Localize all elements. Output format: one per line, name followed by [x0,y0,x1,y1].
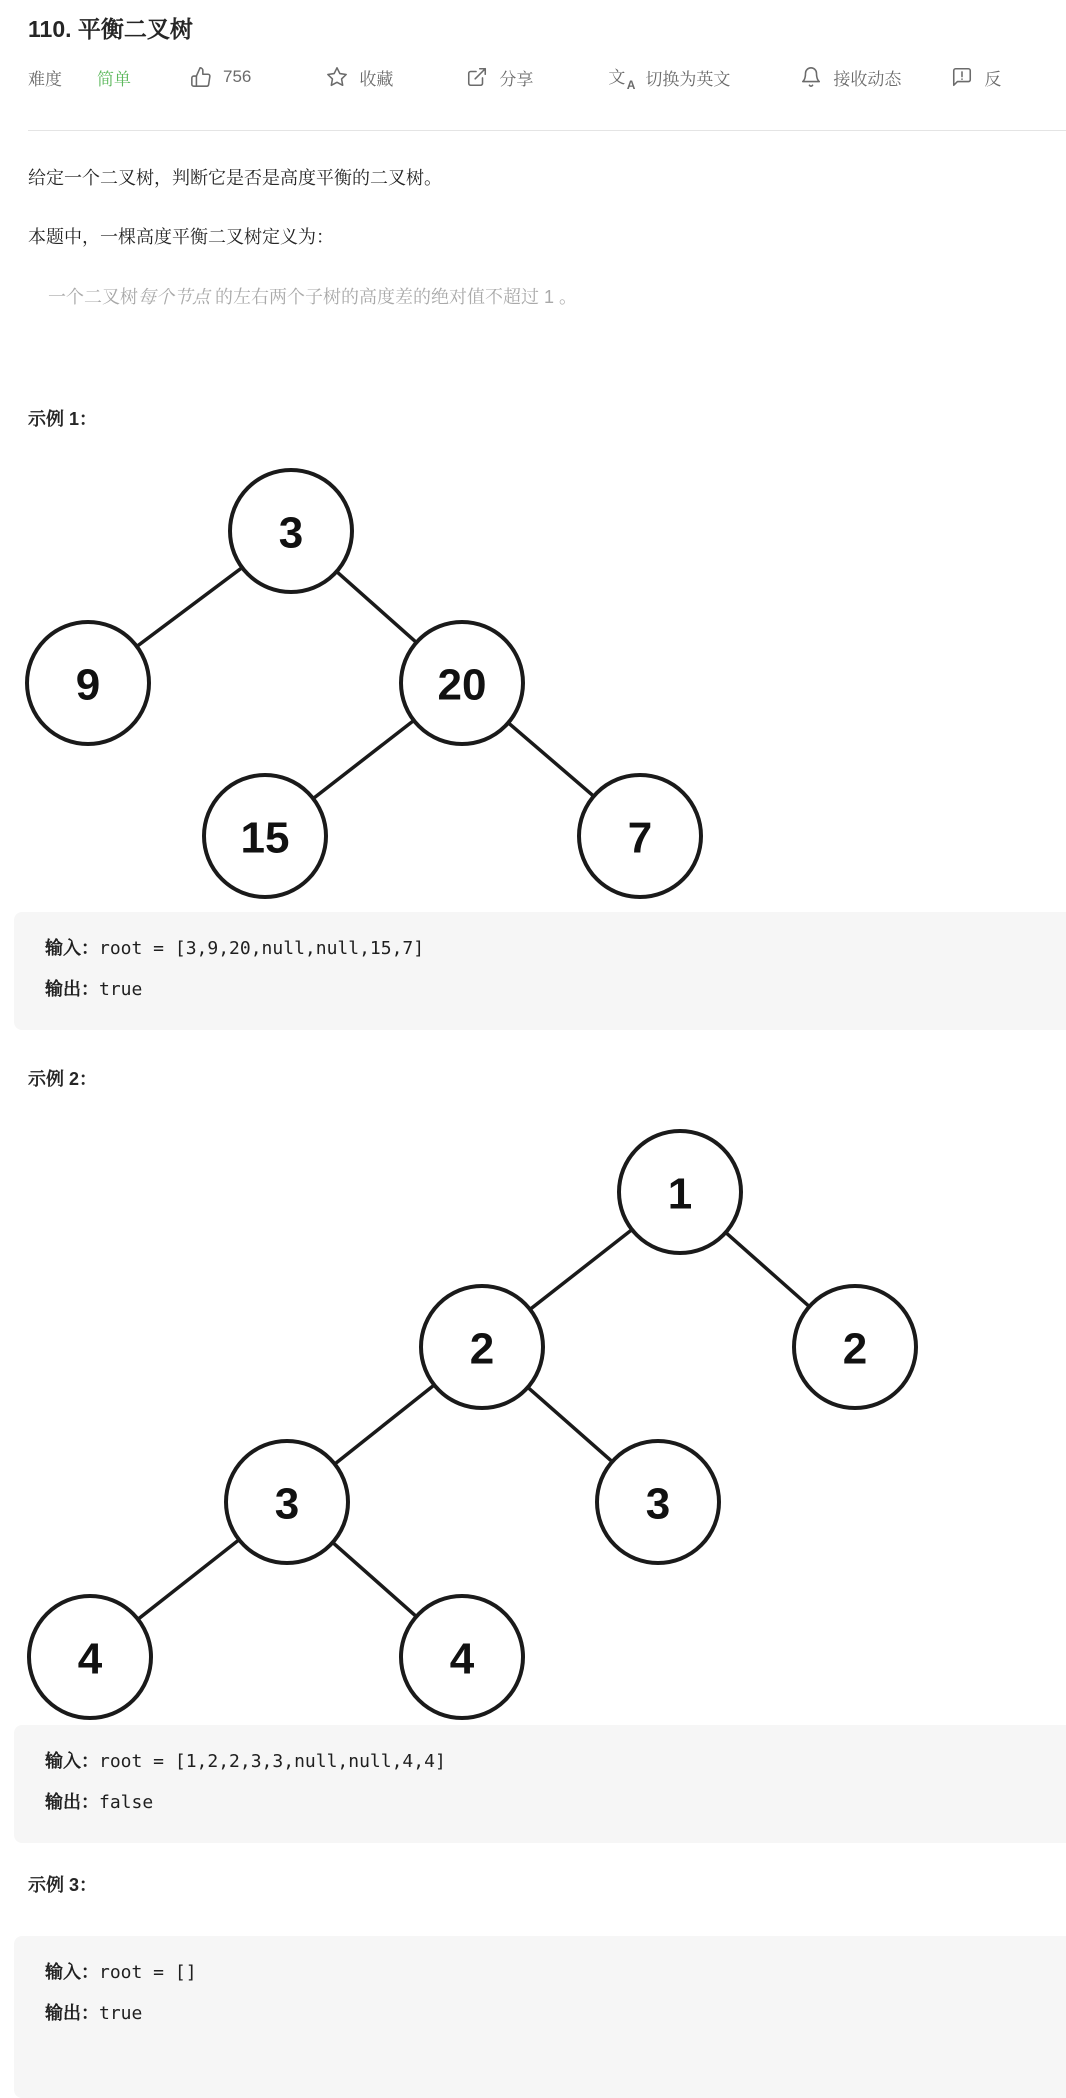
example-2-input-line: 输入：root = [1,2,2,3,3,null,null,4,4] [45,1751,446,1772]
example-3-input-line: 输入：root = [] [45,1962,197,1983]
tree-node-value: 4 [77,1634,103,1684]
feedback-button[interactable] [951,65,1001,90]
tree-node-value: 2 [469,1324,495,1374]
feedback-icon [951,66,973,88]
example-2-section [0,1066,1066,1843]
share-button[interactable] [466,65,533,90]
likes-count: 756 [223,67,252,86]
tree-node-value: 1 [667,1169,693,1219]
example-1-output-line: 输出：true [45,979,143,1000]
notifications-button[interactable] [800,65,901,90]
favorite-button[interactable] [326,65,393,90]
tree-node-value: 4 [449,1634,475,1684]
example-3-output-line: 输出：true [45,2003,143,2024]
example-1-section [0,406,1066,1030]
definition-quote: 一个二叉树每个节点 的左右两个子树的高度差的绝对值不超过 1 。 [48,287,578,307]
example-2-label: 示例 2： [28,1069,98,1089]
switch-language-label: 切换为英文 [645,69,731,89]
switch-language-button[interactable] [608,65,730,90]
bell-icon [800,66,822,88]
notifications-label: 接收动态 [833,69,902,89]
example-2-output-line: 输出：false [45,1792,154,1813]
example-1-codeblock [14,912,1066,1030]
tree-node-value: 3 [278,508,304,558]
example-3-codeblock [14,1936,1066,2098]
tree-node-value: 3 [274,1479,300,1529]
header-divider [28,130,1066,131]
tree-node-value: 7 [627,813,653,863]
like-button[interactable] [190,66,251,88]
tree-node-value: 9 [75,660,101,710]
thumbs-up-icon [190,66,212,88]
description-paragraph-2: 本题中，一棵高度平衡二叉树定义为： [28,227,334,247]
difficulty-label: 难度 [28,69,62,89]
example-1-input-line: 输入：root = [3,9,20,null,null,15,7] [45,938,425,959]
example-3-label: 示例 3： [28,1875,98,1895]
tree-node-value: 15 [240,813,290,863]
difficulty [28,65,131,90]
share-icon [466,66,488,88]
example-3-section [0,1872,1066,2098]
quote-italic-text: 每个节点 [138,287,210,307]
problem-meta-row [28,64,1066,90]
star-icon [326,66,348,88]
feedback-label: 反 [984,69,1002,89]
tree-node-value: 20 [437,660,487,710]
share-label: 分享 [499,69,534,89]
binary-tree-diagram-2 [0,1112,940,1722]
favorite-label: 收藏 [359,69,394,89]
tree-node-value: 3 [645,1479,671,1529]
description-paragraph-1: 给定一个二叉树，判断它是否是高度平衡的二叉树。 [28,168,442,188]
translate-icon: 文 A [608,68,636,92]
example-1-label: 示例 1： [28,409,98,429]
example-2-codeblock [14,1725,1066,1843]
binary-tree-diagram-1 [0,455,710,905]
difficulty-badge: 简单 [97,69,131,89]
tree-node-value: 2 [842,1324,868,1374]
page-title: 110. 平衡二叉树 [28,16,193,42]
